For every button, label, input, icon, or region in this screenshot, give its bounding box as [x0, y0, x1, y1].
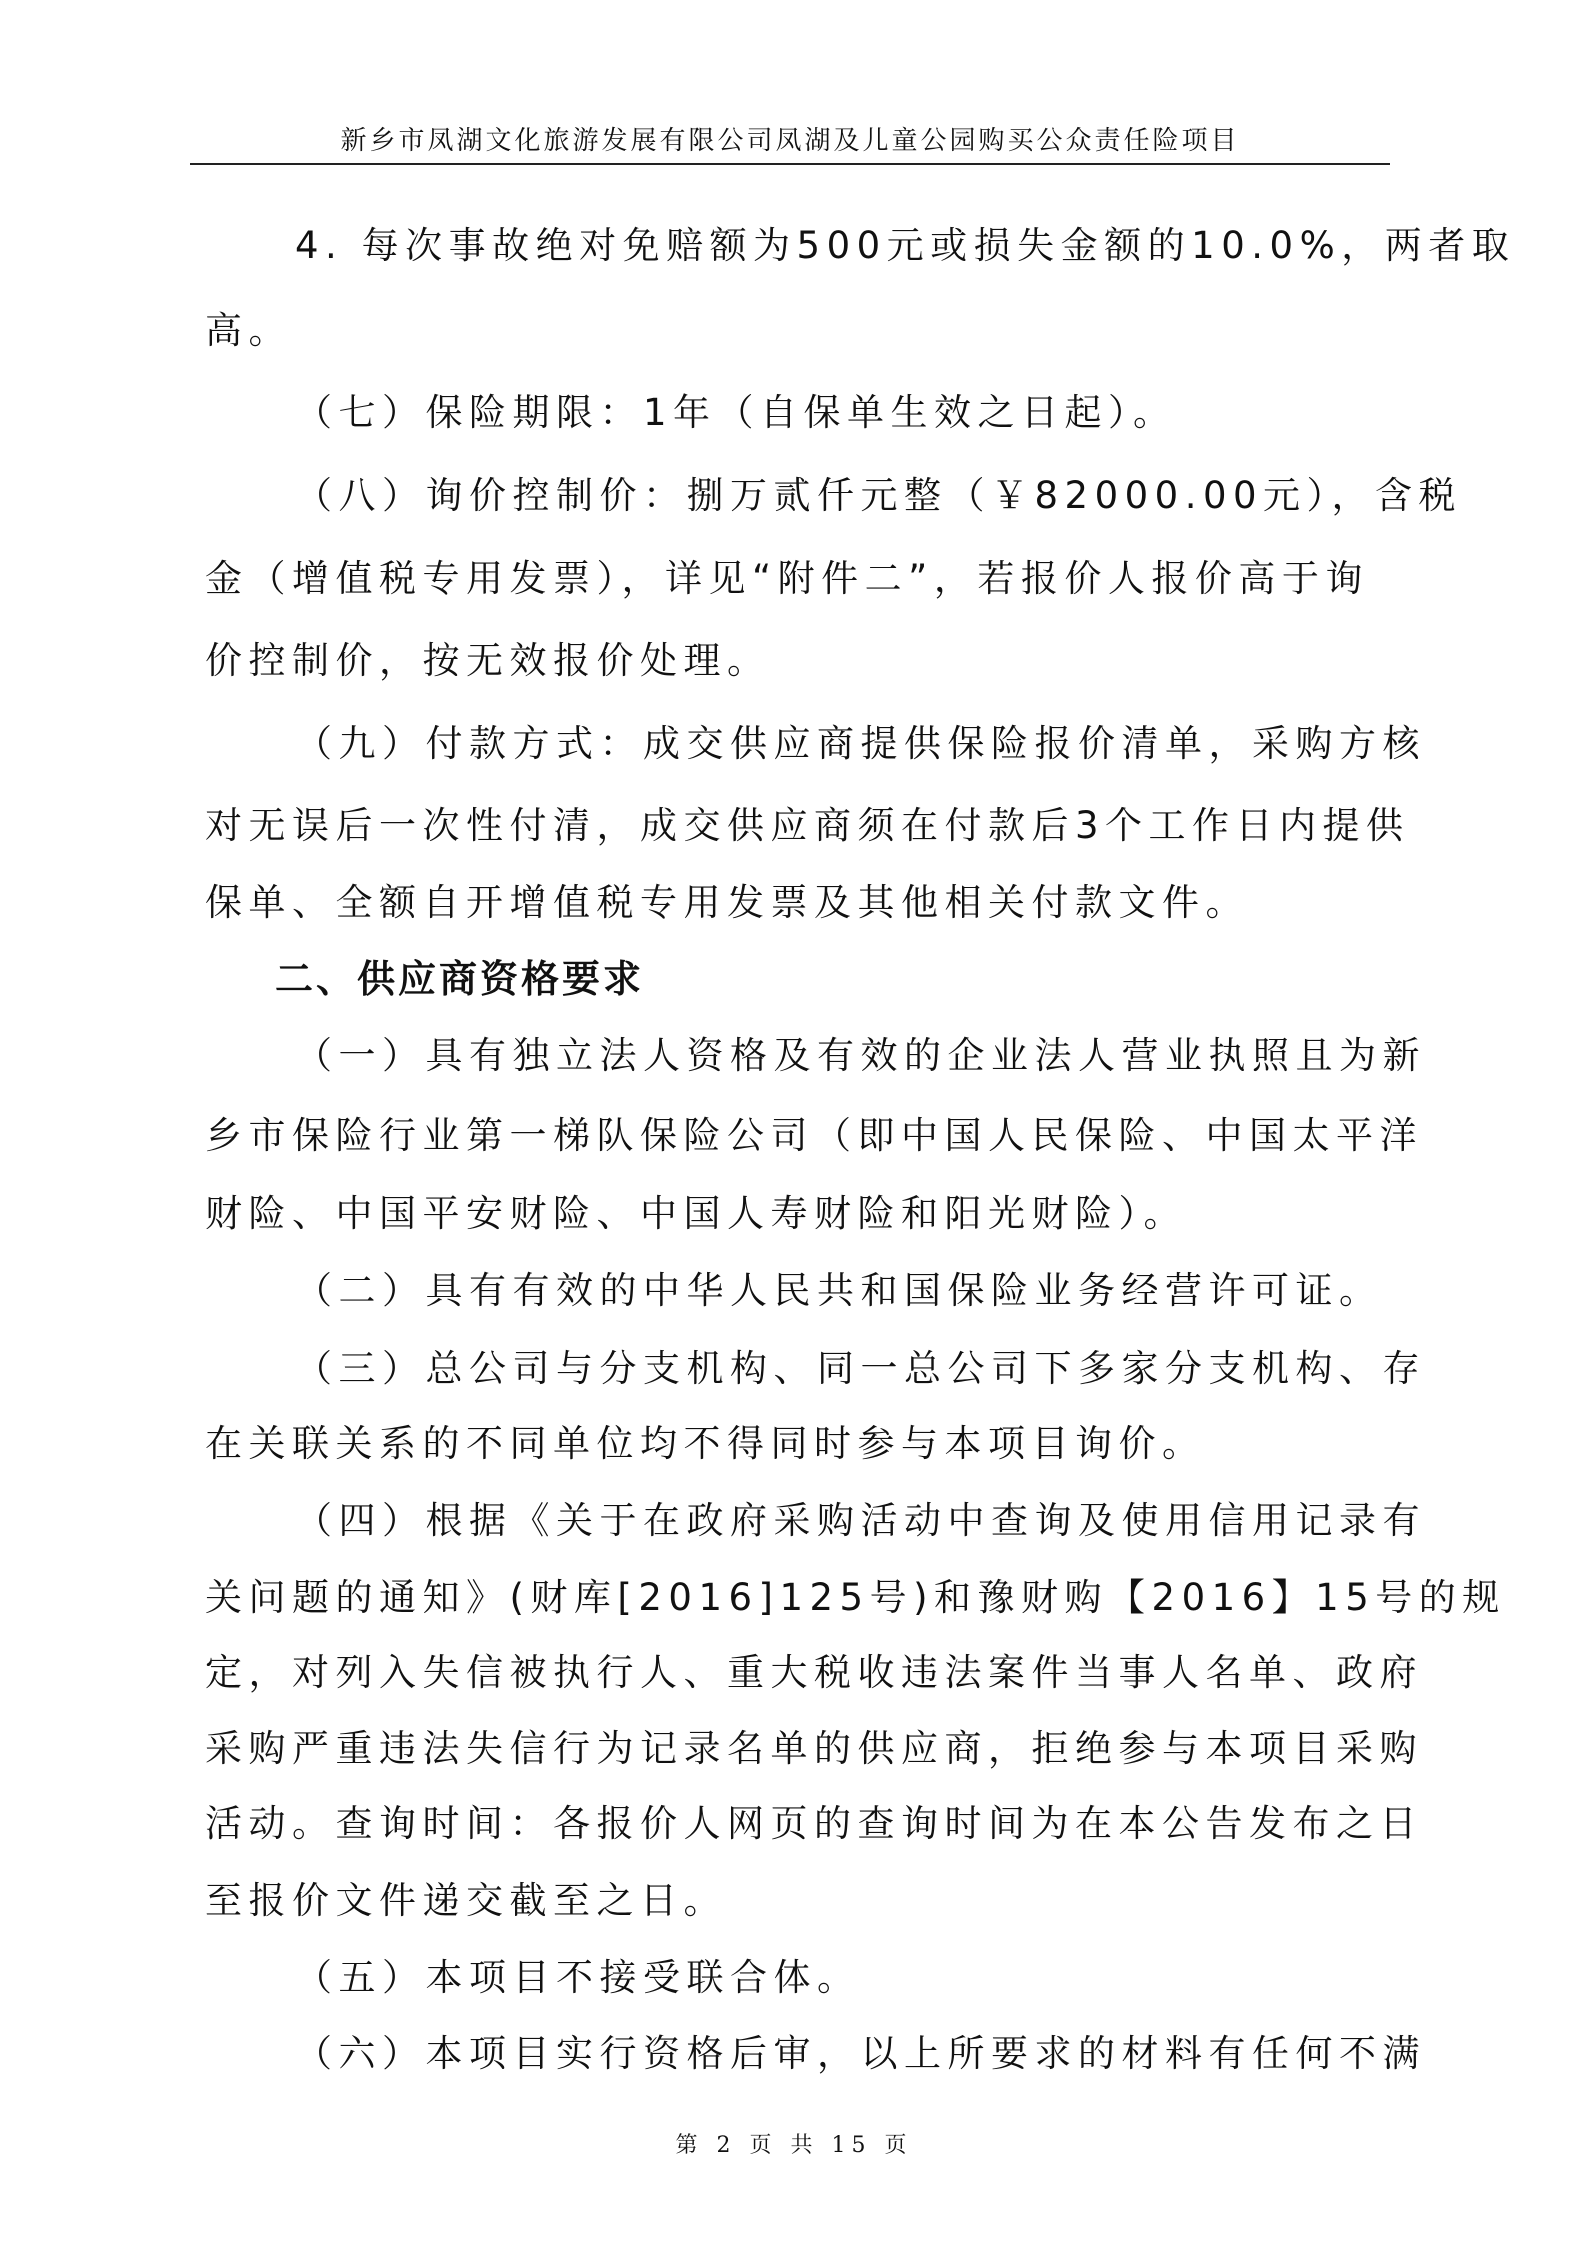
paragraph-line: （一）具有独立法人资格及有效的企业法人营业执照且为新: [295, 1034, 1426, 1077]
paragraph-line: （二）具有有效的中华人民共和国保险业务经营许可证。: [295, 1269, 1383, 1312]
paragraph-line: 至报价文件递交截至之日。: [205, 1879, 727, 1922]
paragraph-line: （六）本项目实行资格后审，以上所要求的材料有任何不满: [295, 2032, 1426, 2075]
paragraph-line: （九）付款方式：成交供应商提供保险报价清单，采购方核: [295, 722, 1426, 765]
section-heading: 二、供应商资格要求: [275, 957, 645, 1001]
paragraph-line: （八）询价控制价：捌万贰仟元整（￥82000.00元），含税: [295, 474, 1463, 517]
paragraph-line: 保单、全额自开增值税专用发票及其他相关付款文件。: [205, 881, 1249, 924]
paragraph-line: （三）总公司与分支机构、同一总公司下多家分支机构、存: [295, 1347, 1426, 1390]
paragraph-line: （四）根据《关于在政府采购活动中查询及使用信用记录有: [295, 1499, 1426, 1542]
paragraph-line: 财险、中国平安财险、中国人寿财险和阳光财险）。: [205, 1192, 1187, 1235]
paragraph-line: 高。: [205, 309, 292, 352]
paragraph-line: 采购严重违法失信行为记录名单的供应商，拒绝参与本项目采购: [205, 1727, 1423, 1770]
running-header: 新乡市凤湖文化旅游发展有限公司凤湖及儿童公园购买公众责任险项目: [340, 126, 1240, 156]
paragraph-line: 活动。查询时间：各报价人网页的查询时间为在本公告发布之日: [205, 1802, 1423, 1845]
page-number: 第 2 页 共 15 页: [675, 2133, 913, 2158]
paragraph-line: 在关联关系的不同单位均不得同时参与本项目询价。: [205, 1422, 1206, 1465]
header-divider: [190, 163, 1390, 165]
paragraph-line: 4. 每次事故绝对免赔额为500元或损失金额的10.0%，两者取: [295, 224, 1516, 267]
paragraph-line: 关问题的通知》(财库[2016]125号)和豫财购【2016】15号的规: [205, 1576, 1506, 1619]
paragraph-line: （五）本项目不接受联合体。: [295, 1956, 861, 1999]
paragraph-line: 金（增值税专用发票），详见“附件二”，若报价人报价高于询: [205, 557, 1369, 600]
paragraph-line: 价控制价，按无效报价处理。: [205, 639, 771, 682]
paragraph-line: 对无误后一次性付清，成交供应商须在付款后3个工作日内提供: [205, 804, 1410, 847]
paragraph-line: 定，对列入失信被执行人、重大税收违法案件当事人名单、政府: [205, 1651, 1423, 1694]
paragraph-line: 乡市保险行业第一梯队保险公司（即中国人民保险、中国太平洋: [205, 1114, 1423, 1157]
paragraph-line: （七）保险期限：1年（自保单生效之日起）。: [295, 391, 1177, 434]
